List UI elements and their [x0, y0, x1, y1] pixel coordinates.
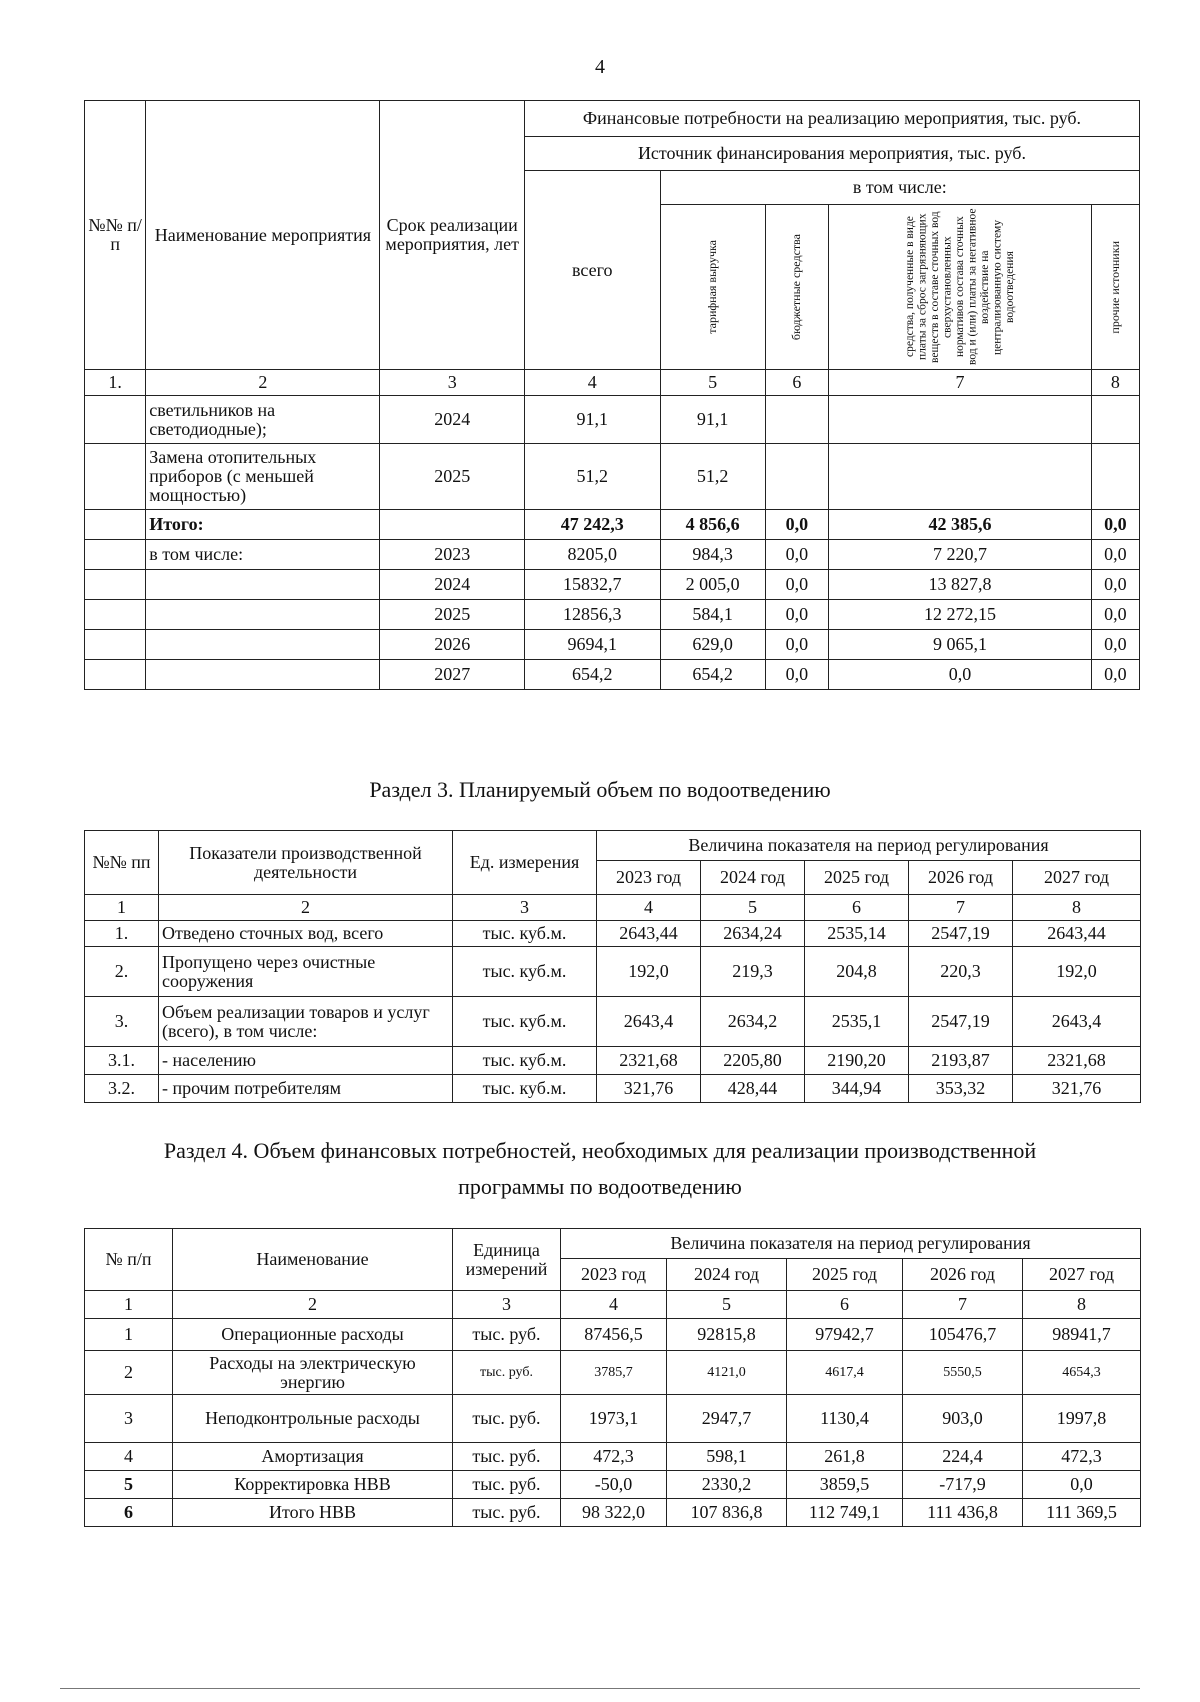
year-header: 2026 год: [909, 861, 1013, 895]
colnum: 4: [524, 370, 660, 396]
column-numbers-row: [85, 370, 1140, 396]
table-row: 2025 12856,3 584,1 0,0 12 272,15 0,0: [85, 600, 1140, 630]
section4-title-line1: Раздел 4. Объем финансовых потребностей, необходимых для реализации производственной: [163, 1138, 1037, 1163]
header-including: в том числе:: [660, 171, 1139, 205]
colnum: 1.: [85, 370, 146, 396]
colnum: 5: [660, 370, 765, 396]
activities-finance-table: [84, 100, 1140, 690]
column-numbers-row: 1 2 3 4 5 6 7 8: [85, 895, 1141, 921]
header-unit: Единица измерений: [453, 1229, 561, 1291]
bottom-rule: [60, 1688, 1140, 1689]
year-header: 2024 год: [667, 1259, 787, 1291]
colnum: 6: [765, 370, 828, 396]
wastewater-volume-table: [84, 830, 1141, 1103]
table-row: 3.1. - населению тыс. куб.м. 2321,68 2205,80 2190,20 2193,87 2321,68: [85, 1047, 1141, 1075]
table-row: светильников на светодиодные); 2024 91,1 91,1: [85, 396, 1140, 444]
header-unit: Ед. измерения: [453, 831, 597, 895]
page-number: 4: [595, 56, 605, 78]
header-value: Величина показателя на период регулирования: [561, 1229, 1141, 1259]
year-header: 2025 год: [787, 1259, 903, 1291]
header-indicator: Показатели производственной деятельности: [159, 831, 453, 895]
header-source: Источник финансирования мероприятия, тыс. руб.: [524, 137, 1139, 171]
table-row: 2. Пропущено через очистные сооружения тыс. куб.м. 192,0 219,3 204,8 220,3 192,0: [85, 947, 1141, 997]
year-header: 2027 год: [1023, 1259, 1141, 1291]
colnum: 8: [1091, 370, 1139, 396]
table-row: 5 Корректировка НВВ тыс. руб. -50,0 2330,2 3859,5 -717,9 0,0: [85, 1471, 1141, 1499]
header-tariff: тарифная выручка: [660, 205, 765, 370]
table-row: 1 Операционные расходы тыс. руб. 87456,5 92815,8 97942,7 105476,7 98941,7: [85, 1319, 1141, 1351]
table-row: 3 Неподконтрольные расходы тыс. руб. 1973,1 2947,7 1130,4 903,0 1997,8: [85, 1395, 1141, 1443]
section4-title-line2: программы по водоотведению: [458, 1174, 742, 1199]
year-header: 2023 год: [597, 861, 701, 895]
year-header: 2026 год: [903, 1259, 1023, 1291]
table-row: Замена отопительных приборов (с меньшей мощностью) 2025 51,2 51,2: [85, 444, 1140, 510]
header-value: Величина показателя на период регулирования: [597, 831, 1141, 861]
header-num: № п/п: [85, 1229, 173, 1291]
section3-title: Раздел 3. Планируемый объем по водоотведению: [369, 777, 831, 802]
column-numbers-row: 1 2 3 4 5 6 7 8: [85, 1291, 1141, 1319]
table-row: 2027 654,2 654,2 0,0 0,0 0,0: [85, 660, 1140, 690]
header-total: всего: [524, 171, 660, 370]
header-name: Наименование мероприятия: [146, 101, 380, 370]
colnum: 7: [829, 370, 1092, 396]
header-num: №№ п/п: [85, 101, 146, 370]
table-row: 2026 9694,1 629,0 0,0 9 065,1 0,0: [85, 630, 1140, 660]
year-header: 2023 год: [561, 1259, 667, 1291]
table-row: 1. Отведено сточных вод, всего тыс. куб.м. 2643,44 2634,24 2535,14 2547,19 2643,44: [85, 921, 1141, 947]
financial-needs-table: [84, 1228, 1141, 1527]
colnum: 2: [146, 370, 380, 396]
table-row: 3.2. - прочим потребителям тыс. куб.м. 321,76 428,44 344,94 353,32 321,76: [85, 1075, 1141, 1103]
header-financial-needs: Финансовые потребности на реализацию мероприятия, тыс. руб.: [524, 101, 1139, 137]
table-row: 3. Объем реализации товаров и услуг (всего), в том числе: тыс. куб.м. 2643,4 2634,2 2535,1 2547,19 2643,4: [85, 997, 1141, 1047]
year-header: 2024 год: [701, 861, 805, 895]
colnum: 3: [380, 370, 524, 396]
table-row: 2024 15832,7 2 005,0 0,0 13 827,8 0,0: [85, 570, 1140, 600]
header-budget: бюджетные средства: [765, 205, 828, 370]
total-row: Итого: 47 242,3 4 856,6 0,0 42 385,6 0,0: [85, 510, 1140, 540]
header-payment: средства, полученные в виде платы за сброс загрязняющих веществ в составе сточных вод сверхустановленных нормативов состава сточных вод и (или) платы за негативное воздействие на централизованную систему водоотведения: [829, 205, 1092, 370]
table-row: 4 Амортизация тыс. руб. 472,3 598,1 261,8 224,4 472,3: [85, 1443, 1141, 1471]
header-name: Наименование: [173, 1229, 453, 1291]
total-row: 6 Итого НВВ тыс. руб. 98 322,0 107 836,8 112 749,1 111 436,8 111 369,5: [85, 1499, 1141, 1527]
year-header: 2025 год: [805, 861, 909, 895]
table-row: 2 Расходы на электрическую энергию тыс. руб. 3785,7 4121,0 4617,4 5550,5 4654,3: [85, 1351, 1141, 1395]
year-header: 2027 год: [1013, 861, 1141, 895]
header-term: Срок реализации мероприятия, лет: [380, 101, 524, 370]
table-row: в том числе: 2023 8205,0 984,3 0,0 7 220,7 0,0: [85, 540, 1140, 570]
header-other: прочие источники: [1091, 205, 1139, 370]
header-num: №№ пп: [85, 831, 159, 895]
